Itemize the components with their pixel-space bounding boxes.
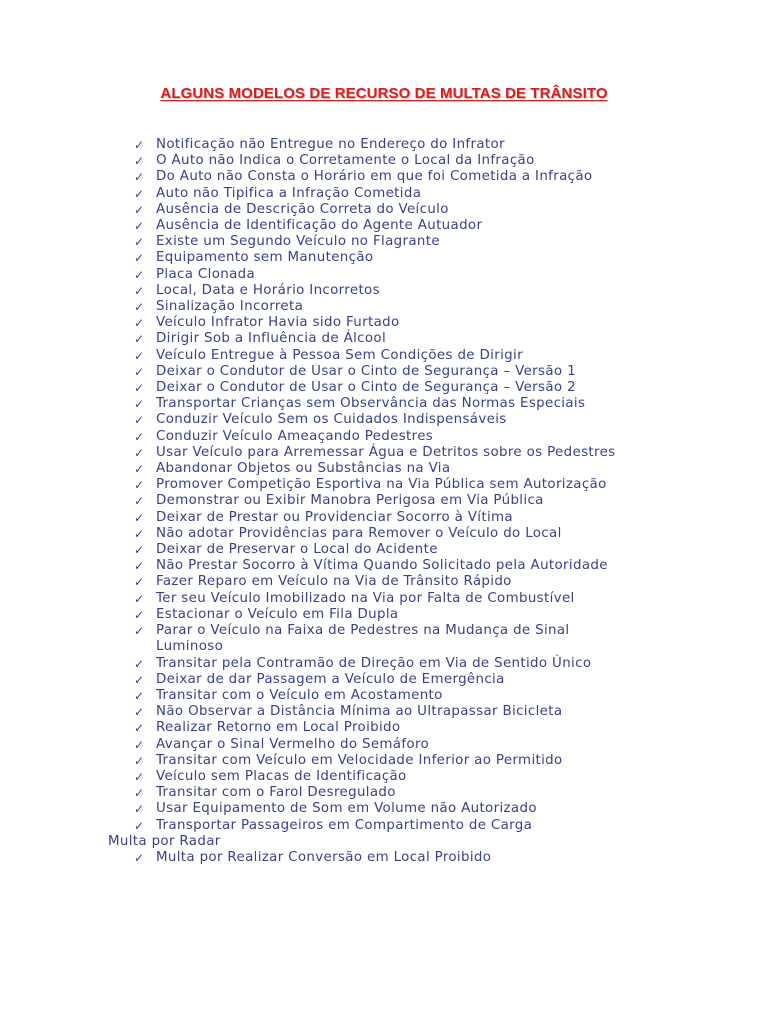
- list-item-text: Não Observar a Distância Mínima ao Ultrapassar Bicicleta: [156, 704, 563, 720]
- list-item: [134, 380, 754, 396]
- check-icon: ✓: [134, 494, 145, 509]
- check-icon: ✓: [134, 510, 145, 525]
- list-item: [134, 348, 754, 364]
- check-icon: ✓: [134, 235, 145, 250]
- check-icon: ✓: [134, 332, 145, 347]
- list-item: [134, 445, 626, 461]
- list-item-text: Não adotar Providências para Remover o Veículo do Local: [156, 525, 562, 541]
- list-item-text: Fazer Reparo em Veículo na Via de Trânsito Rápido: [156, 574, 512, 590]
- list-item-text: Veículo Infrator Havia sido Furtado: [156, 315, 400, 331]
- check-icon: ✓: [134, 737, 145, 752]
- check-icon: ✓: [134, 267, 145, 282]
- check-icon: ✓: [134, 543, 145, 558]
- list-item-text: Deixar de Prestar ou Providenciar Socorro à Vítima: [156, 509, 513, 525]
- check-icon: ✓: [134, 591, 145, 606]
- check-icon: ✓: [134, 202, 145, 217]
- list-item: [134, 688, 754, 704]
- check-icon: ✓: [134, 397, 145, 412]
- list-item-text: Deixar de Preservar o Local do Acidente: [156, 542, 438, 558]
- list-item-text: Transitar com o Veículo em Acostamento: [156, 687, 443, 703]
- list-item: [134, 137, 754, 153]
- list-item: [134, 267, 754, 283]
- check-icon: ✓: [134, 413, 145, 428]
- check-icon: ✓: [134, 478, 145, 493]
- list-item-text: Existe um Segundo Veículo no Flagrante: [156, 234, 440, 250]
- check-icon: ✓: [134, 251, 145, 266]
- check-icon: ✓: [134, 283, 145, 298]
- list-item-text: Auto não Tipifica a Infração Cometida: [156, 185, 422, 201]
- list-item: [134, 510, 754, 526]
- check-icon: ✓: [134, 575, 145, 590]
- list-item-text: Ter seu Veículo Imobilizado na Via por Falta de Combustível: [156, 590, 575, 606]
- page-title: ALGUNS MODELOS DE RECURSO DE MULTAS DE TRÂNSITO: [160, 85, 608, 102]
- check-icon: ✓: [134, 624, 145, 639]
- list-item-text: Transitar com o Farol Desregulado: [156, 785, 396, 801]
- list-item-text: Transitar pela Contramão de Direção em Via de Sentido Único: [156, 655, 592, 671]
- list-item: [134, 429, 754, 445]
- list-item: [134, 331, 754, 347]
- list-item-text: Ausência de Descrição Correta do Veículo: [156, 201, 449, 217]
- list-item: [134, 169, 754, 185]
- list-item: [134, 412, 754, 428]
- check-icon: ✓: [134, 348, 145, 363]
- check-icon: ✓: [134, 219, 145, 234]
- check-icon: ✓: [134, 721, 145, 736]
- check-icon: ✓: [134, 445, 145, 460]
- list-item-text: Transitar com Veículo em Velocidade Inferior ao Permitido: [156, 752, 563, 768]
- check-icon: ✓: [134, 850, 145, 865]
- list-item: [134, 542, 754, 558]
- list-item-text: O Auto não Indica o Corretamente o Local da Infração: [156, 153, 535, 169]
- list-item-text: Transportar Crianças sem Observância das Normas Especiais: [156, 396, 586, 412]
- list-item: [134, 737, 754, 753]
- list-item: [134, 283, 754, 299]
- list-item-text: Do Auto não Consta o Horário em que foi Cometida a Infração: [156, 169, 593, 185]
- list-item: [134, 153, 754, 169]
- list-item: [134, 769, 754, 785]
- check-icon: ✓: [134, 802, 145, 817]
- list-item: [134, 250, 754, 266]
- list-item-text: Deixar o Condutor de Usar o Cinto de Segurança – Versão 1: [156, 363, 576, 379]
- appeal-models-list: [108, 137, 754, 866]
- list-item-text: Estacionar o Veículo em Fila Dupla: [156, 606, 399, 622]
- list-item: [134, 753, 754, 769]
- check-icon: ✓: [134, 154, 145, 169]
- radar-section-heading: Multa por Radar: [108, 833, 221, 849]
- list-item: [134, 315, 754, 331]
- check-icon: ✓: [134, 559, 145, 574]
- list-item-text: Ausência de Identificação do Agente Autuador: [156, 218, 483, 234]
- list-item: [134, 591, 754, 607]
- list-item: [134, 672, 754, 688]
- list-item-text: Usar Veículo para Arremessar Água e Detritos sobre os Pedestres: [156, 444, 616, 460]
- list-item-text: Notificação não Entregue no Endereço do Infrator: [156, 137, 505, 152]
- list-item: [134, 818, 754, 834]
- check-icon: ✓: [134, 607, 145, 622]
- list-item: [134, 461, 754, 477]
- check-icon: ✓: [134, 462, 145, 477]
- list-item-text: Local, Data e Horário Incorretos: [156, 282, 380, 298]
- list-item-text: Conduzir Veículo Sem os Cuidados Indispensáveis: [156, 412, 507, 428]
- check-icon: ✓: [134, 786, 145, 801]
- list-item: [134, 704, 754, 720]
- list-item: [134, 477, 626, 493]
- list-item-text: Placa Clonada: [156, 266, 256, 282]
- list-item: [134, 234, 754, 250]
- list-item-text: Demonstrar ou Exibir Manobra Perigosa em Via Pública: [156, 493, 544, 509]
- list-item: [134, 623, 626, 655]
- list-item: [134, 607, 754, 623]
- check-icon: ✓: [134, 753, 145, 768]
- check-icon: ✓: [134, 429, 145, 444]
- list-item-text: Deixar de dar Passagem a Veículo de Emergência: [156, 671, 505, 687]
- list-item-text: Realizar Retorno em Local Proibido: [156, 720, 401, 736]
- list-item: [134, 785, 754, 801]
- check-icon: ✓: [134, 381, 145, 396]
- check-icon: ✓: [134, 364, 145, 379]
- list-item-text: Multa por Realizar Conversão em Local Proibido: [156, 849, 492, 865]
- list-item: [134, 364, 754, 380]
- list-item: [134, 493, 754, 509]
- check-icon: ✓: [134, 186, 145, 201]
- list-item-text: Abandonar Objetos ou Substâncias na Via: [156, 461, 451, 477]
- list-item: [134, 526, 754, 542]
- list-item-text: Dirigir Sob a Influência de Álcool: [156, 331, 387, 347]
- check-icon: ✓: [134, 688, 145, 703]
- list-item-text: Usar Equipamento de Som em Volume não Autorizado: [156, 801, 537, 817]
- list-item-text: Veículo Entregue à Pessoa Sem Condições de Dirigir: [156, 347, 523, 363]
- list-item-text: Promover Competição Esportiva na Via Pública sem Autorização: [156, 477, 607, 493]
- list-item-text: Não Prestar Socorro à Vítima Quando Solicitado pela Autoridade: [156, 558, 608, 574]
- list-item-text: Deixar o Condutor de Usar o Cinto de Segurança – Versão 2: [156, 380, 576, 396]
- list-item: [134, 720, 754, 736]
- check-icon: ✓: [134, 705, 145, 720]
- list-item: [134, 850, 754, 866]
- list-item-text: Veículo sem Placas de Identificação: [156, 768, 407, 784]
- list-item-text: Avançar o Sinal Vermelho do Semáforo: [156, 736, 430, 752]
- list-item: [134, 218, 754, 234]
- check-icon: ✓: [134, 138, 145, 152]
- list-item: [134, 558, 626, 574]
- list-item-text: Conduzir Veículo Ameaçando Pedestres: [156, 428, 434, 444]
- list-item-text: Transportar Passageiros em Compartimento de Carga: [156, 817, 533, 833]
- list-item: [134, 202, 754, 218]
- list-item-text: Equipamento sem Manutenção: [156, 250, 374, 266]
- check-icon: ✓: [134, 316, 145, 331]
- check-icon: ✓: [134, 769, 145, 784]
- list-item-text: Parar o Veículo na Faixa de Pedestres na Mudança de Sinal Luminoso: [156, 623, 570, 655]
- list-item: [134, 186, 754, 202]
- list-item: [134, 299, 754, 315]
- list-item: [134, 801, 754, 817]
- check-icon: ✓: [134, 300, 145, 315]
- check-icon: ✓: [134, 818, 145, 833]
- list-item: [134, 574, 754, 590]
- list-item: [134, 396, 754, 412]
- check-icon: ✓: [134, 656, 145, 671]
- list-item: [134, 656, 754, 672]
- check-icon: ✓: [134, 672, 145, 687]
- check-icon: ✓: [134, 526, 145, 541]
- check-icon: ✓: [134, 170, 145, 185]
- list-item-text: Sinalização Incorreta: [156, 299, 304, 315]
